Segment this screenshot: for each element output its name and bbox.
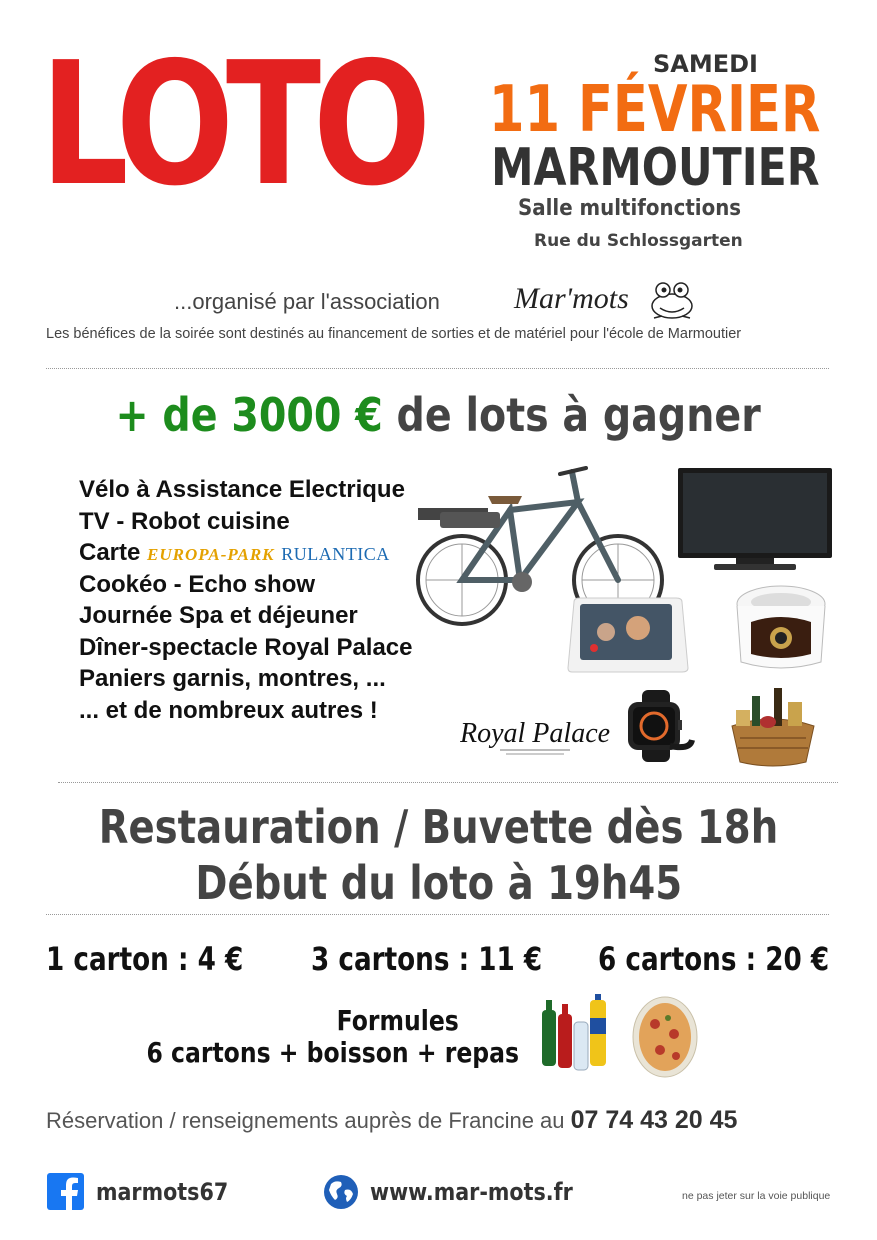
prize-item: Dîner-spectacle Royal Palace <box>79 633 413 661</box>
price-3-cartons: 3 cartons : 11 € <box>311 940 543 978</box>
price-1-carton: 1 carton : 4 € <box>46 940 244 978</box>
smartwatch-image <box>620 690 702 762</box>
benefits-text: Les bénéfices de la soirée sont destinés au financement de sorties et de matériel pour l'école de Marmoutier <box>46 326 742 342</box>
event-date: 11 FÉVRIER <box>488 73 820 147</box>
marmots-logo <box>512 276 702 322</box>
separator <box>46 368 829 369</box>
globe-icon <box>323 1174 359 1210</box>
lots-rest: de lots à gagner <box>383 388 762 442</box>
website-link[interactable]: www.mar-mots.fr <box>370 1178 573 1206</box>
notice-text: ne pas jeter sur la voie publique <box>682 1190 831 1202</box>
facebook-icon <box>47 1173 84 1210</box>
prize-item: Vélo à Assistance Electrique <box>79 476 405 503</box>
organizer-text: ...organisé par l'association <box>174 289 440 314</box>
event-street: Rue du Schlossgarten <box>534 231 743 251</box>
event-town: MARMOUTIER <box>491 138 820 198</box>
event-day: SAMEDI <box>653 50 758 78</box>
debut-text <box>0 856 877 910</box>
pizza-image <box>630 994 700 1080</box>
restauration-text <box>0 800 877 854</box>
rulantica-logo: RULANTICA <box>281 544 390 564</box>
carte-label: Carte <box>79 539 141 566</box>
marmots-logo-text: Mar'mots <box>514 282 629 315</box>
price-6-cartons: 6 cartons : 20 € <box>598 940 830 978</box>
royal-palace-logo <box>460 706 610 762</box>
restauration-label: Restauration / Buvette dès 18h <box>98 800 779 854</box>
prize-item: Paniers garnis, montres, ... <box>79 665 386 692</box>
lots-headline <box>0 388 877 442</box>
echo-show-image <box>566 596 690 674</box>
prize-item: ... et de nombreux autres ! <box>79 696 378 724</box>
reservation-text <box>46 1106 737 1135</box>
separator <box>58 782 838 783</box>
formules-title-label: Formules <box>336 1004 459 1037</box>
formules-desc-label: 6 cartons + boisson + repas <box>146 1036 519 1069</box>
separator <box>46 914 829 915</box>
royal-palace-logo-text: Royal Palace <box>460 718 610 749</box>
cookeo-image <box>731 582 831 674</box>
gift-basket-image <box>722 682 824 768</box>
europa-park-logo: EUROPA-PARK <box>147 545 275 564</box>
prize-item: Journée Spa et déjeuner <box>79 602 358 629</box>
facebook-handle[interactable]: marmots67 <box>96 1178 229 1206</box>
reservation-label: Réservation / renseignements auprès de Francine au <box>46 1108 571 1133</box>
frog-icon <box>652 283 692 318</box>
loto-title: LOTO <box>40 26 424 224</box>
prize-item-carte <box>79 537 413 569</box>
prize-item: Cookéo - Echo show <box>79 570 316 598</box>
reservation-phone: 07 74 43 20 45 <box>570 1106 738 1134</box>
drinks-image <box>538 992 612 1074</box>
tv-image <box>676 466 834 576</box>
event-venue: Salle multifonctions <box>518 196 742 221</box>
prize-list <box>79 474 413 726</box>
prize-item: TV - Robot cuisine <box>79 507 290 535</box>
debut-label: Début du loto à 19h45 <box>195 856 682 910</box>
lots-amount: + de 3000 € <box>115 388 384 442</box>
